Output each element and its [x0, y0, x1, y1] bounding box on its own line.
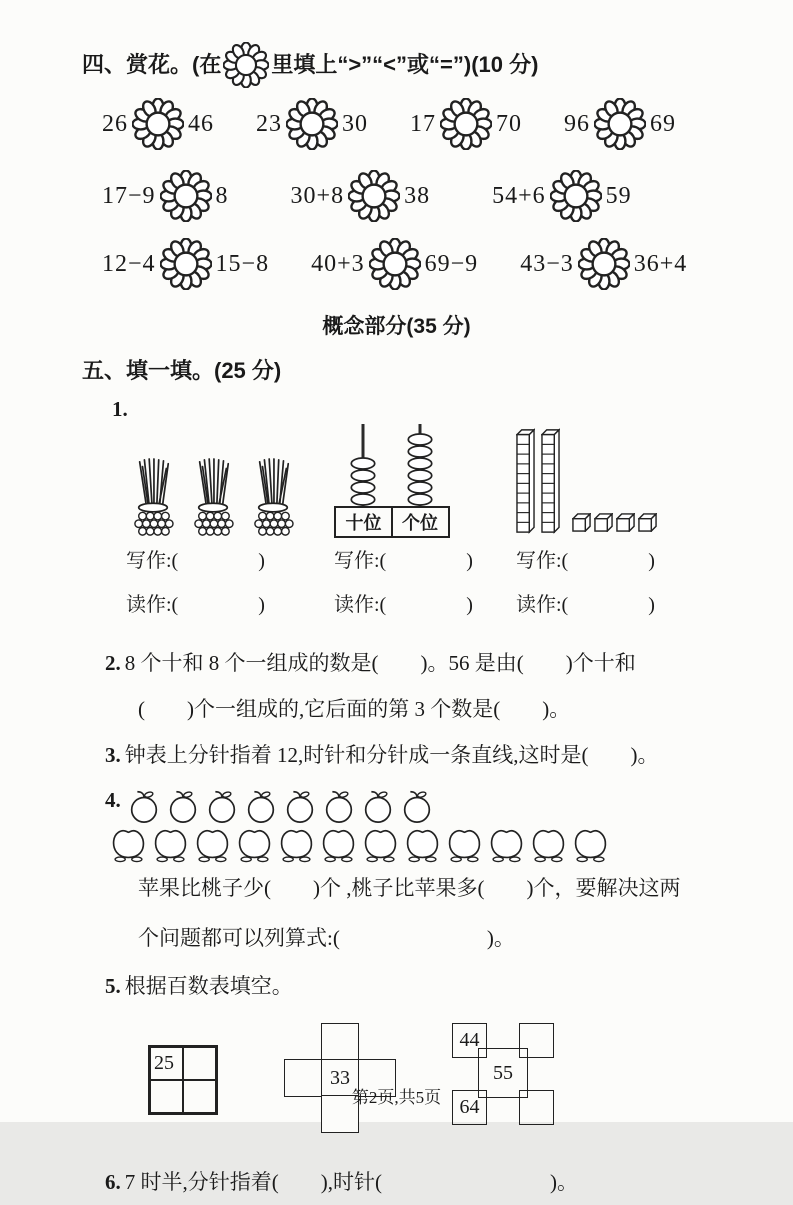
comparison-item — [102, 170, 229, 222]
section4-heading — [82, 42, 793, 88]
comparison-item — [102, 98, 214, 150]
section4-heading-pre: 四、赏花。(在 — [82, 51, 222, 77]
q2-line1 — [105, 640, 793, 686]
left-operand: 30+8 — [290, 182, 345, 209]
peach-icon — [444, 826, 485, 863]
q4-apple-line — [105, 788, 793, 824]
apple-icon — [164, 788, 202, 824]
stick-bundles — [126, 458, 300, 538]
q4-line2 — [138, 913, 793, 963]
tens-rod — [334, 424, 391, 506]
comparison-row — [102, 98, 793, 150]
tens-place-label: 十位 — [334, 506, 393, 538]
apple-icon — [359, 788, 397, 824]
q2-line2 — [138, 686, 793, 732]
bundle-icon — [126, 458, 180, 538]
q5-text: 根据百数表填空。 — [124, 974, 293, 998]
section4-heading-post: 里填上“>”“<”或“=”)(10 分) — [271, 51, 539, 77]
comparison-row — [102, 238, 793, 290]
bundle-icon — [186, 458, 240, 538]
stick-bundles-figure — [126, 424, 334, 538]
left-operand: 43−3 — [520, 250, 574, 277]
cube-icon — [616, 513, 635, 532]
grid-cell-filled: 64 — [452, 1090, 487, 1125]
comparison-item — [492, 170, 632, 222]
abacus — [334, 424, 450, 538]
peach-icon — [570, 826, 611, 863]
section5-heading: 五、填一填。(25 分) — [82, 358, 282, 383]
grid-cell-filled: 44 — [452, 1023, 487, 1058]
apple-row — [125, 788, 436, 824]
right-operand: 69 — [650, 110, 676, 137]
ones-rod — [391, 424, 448, 506]
ones-beads — [406, 424, 434, 506]
apple-icon — [281, 788, 319, 824]
left-operand: 23 — [256, 110, 282, 137]
rod-icon — [516, 428, 535, 534]
base-ten-blocks — [516, 428, 657, 534]
right-operand: 36+4 — [633, 250, 688, 277]
bead-icon — [406, 493, 434, 506]
tens-beads — [349, 424, 377, 506]
q5-number: 5. — [105, 974, 121, 998]
q1-column-sticks — [126, 424, 334, 626]
left-operand: 40+3 — [311, 250, 365, 277]
peach-icon — [318, 826, 359, 863]
q5-line — [105, 963, 793, 1009]
comparison-item — [102, 238, 269, 290]
peach-icon — [528, 826, 569, 863]
q4-line1 — [138, 863, 793, 913]
ones-place-label: 个位 — [391, 506, 450, 538]
q1-figures — [126, 424, 793, 626]
q4-number: 4. — [105, 788, 121, 812]
q1-column-blocks — [516, 424, 706, 626]
flower-icon — [223, 42, 269, 88]
flower-answer-spot-icon[interactable] — [578, 238, 630, 290]
comparison-item — [256, 98, 368, 150]
grid-cell-blank[interactable] — [183, 1047, 216, 1080]
right-operand: 8 — [215, 182, 229, 209]
q1-column-abacus — [334, 424, 516, 626]
flower-answer-spot-icon[interactable] — [440, 98, 492, 150]
peach-icon — [192, 826, 233, 863]
flower-answer-spot-icon[interactable] — [550, 170, 602, 222]
flower-answer-spot-icon[interactable] — [132, 98, 184, 150]
grid-cell-blank[interactable] — [519, 1023, 554, 1058]
part-header: 概念部分(35 分) — [322, 315, 471, 338]
right-operand: 59 — [605, 182, 632, 209]
comparison-row — [102, 170, 793, 222]
right-operand: 38 — [404, 182, 431, 209]
apple-icon — [125, 788, 163, 824]
peach-icon — [234, 826, 275, 863]
read-as-blank[interactable]: 读作:( ) — [126, 594, 265, 616]
write-as-blank[interactable]: 写作:( ) — [334, 550, 473, 572]
right-operand: 15−8 — [215, 250, 270, 277]
q2-text2: ( )个一组成的,它后面的第 3 个数是( )。 — [138, 697, 571, 721]
place-value-labels — [334, 506, 450, 538]
left-operand: 12−4 — [102, 250, 156, 277]
left-operand: 96 — [564, 110, 590, 137]
peach-icon — [360, 826, 401, 863]
q6-text: 7 时半,分针指着( ),时针( )。 — [124, 1170, 578, 1194]
rod-icon — [541, 428, 560, 534]
q6-number: 6. — [105, 1170, 121, 1194]
hundred-chart-grid-3 — [452, 1023, 560, 1125]
page-footer: 第2页,共5页 — [351, 1088, 442, 1107]
read-as-blank[interactable]: 读作:( ) — [516, 594, 655, 616]
apple-icon — [203, 788, 241, 824]
hundred-chart-grid-2 — [284, 1023, 396, 1133]
read-as-blank[interactable]: 读作:( ) — [334, 594, 473, 616]
unit-cubes — [572, 513, 657, 532]
q5-figures — [148, 1023, 793, 1135]
flower-answer-spot-icon[interactable] — [160, 238, 212, 290]
flower-answer-spot-icon[interactable] — [286, 98, 338, 150]
flower-answer-spot-icon[interactable] — [369, 238, 421, 290]
abacus-figure — [334, 424, 516, 538]
comparison-item — [564, 98, 676, 150]
comparison-item — [520, 238, 687, 290]
abacus-rods — [334, 424, 448, 506]
ten-rods — [516, 428, 560, 534]
q2-text1: 8 个十和 8 个一组成的数是( )。56 是由( )个十和 — [124, 651, 636, 675]
bundle-icon — [246, 458, 300, 538]
apple-icon — [242, 788, 280, 824]
q1-number: 1. — [112, 397, 128, 421]
cube-icon — [594, 513, 613, 532]
write-as-blank[interactable]: 写作:( ) — [126, 550, 265, 572]
left-operand: 17−9 — [102, 182, 156, 209]
grid-cell-filled: 33 — [321, 1059, 359, 1097]
flower-answer-spot-icon[interactable] — [160, 170, 212, 222]
apple-icon — [398, 788, 436, 824]
write-as-blank[interactable]: 写作:( ) — [516, 550, 655, 572]
grid-cell-filled: 25 — [150, 1047, 183, 1080]
peach-row — [108, 826, 793, 863]
peach-icon — [402, 826, 443, 863]
q3-number: 3. — [105, 743, 121, 767]
flower-answer-spot-icon[interactable] — [348, 170, 400, 222]
left-operand: 54+6 — [492, 182, 546, 209]
flower-answer-spot-icon[interactable] — [594, 98, 646, 150]
q3-line — [105, 732, 793, 778]
base-ten-blocks-figure — [516, 424, 706, 538]
peach-icon — [486, 826, 527, 863]
cube-icon — [638, 513, 657, 532]
comparison-rows — [102, 98, 793, 290]
comparison-item — [311, 238, 478, 290]
right-operand: 46 — [188, 110, 214, 137]
comparison-item — [410, 98, 522, 150]
q4-text2: 个问题都可以列算式:( )。 — [138, 926, 515, 950]
left-operand: 17 — [410, 110, 436, 137]
right-operand: 30 — [342, 110, 368, 137]
q2-number: 2. — [105, 651, 121, 675]
peach-icon — [150, 826, 191, 863]
peach-icon — [108, 826, 149, 863]
peach-icon — [276, 826, 317, 863]
q6-line — [105, 1159, 793, 1205]
comparison-item — [291, 170, 431, 222]
bead-icon — [349, 493, 377, 506]
q3-text: 钟表上分针指着 12,时针和分针成一条直线,这时是( )。 — [124, 743, 659, 767]
q4-text1: 苹果比桃子少( )个 ,桃子比苹果多( )个，要解决这两 — [138, 876, 681, 900]
cube-icon — [572, 513, 591, 532]
grid-cell-filled: 55 — [478, 1048, 528, 1098]
grid-cell-blank[interactable] — [321, 1023, 359, 1061]
right-operand: 70 — [496, 110, 522, 137]
left-operand: 26 — [102, 110, 128, 137]
right-operand: 69−9 — [424, 250, 479, 277]
apple-icon — [320, 788, 358, 824]
